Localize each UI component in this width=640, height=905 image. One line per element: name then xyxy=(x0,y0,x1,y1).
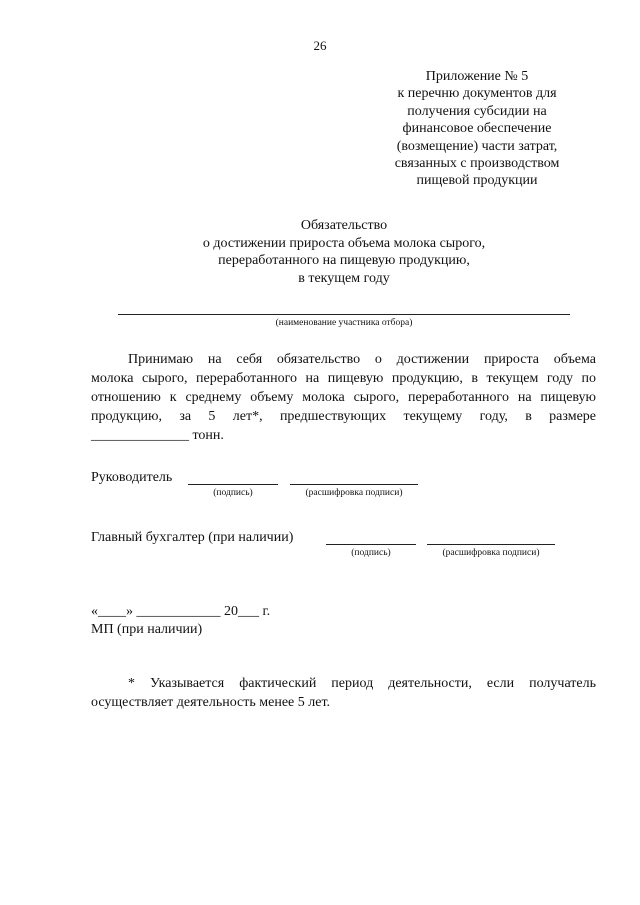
participant-caption: (наименование участника отбора) xyxy=(275,318,413,328)
head-name-caption: (расшифровка подписи) xyxy=(305,488,403,498)
head-signature-line[interactable] xyxy=(188,484,278,485)
appendix-line: финансовое обеспечение xyxy=(402,121,552,137)
head-name-line[interactable] xyxy=(290,484,418,485)
paragraph-line: продукцию, за 5 лет*, предшествующих текущему году, в размере xyxy=(91,409,596,424)
accountant-signature-caption: (подпись) xyxy=(351,548,391,558)
head-signature-caption: (подпись) xyxy=(213,488,253,498)
title-line: переработанного на пищевую продукцию, xyxy=(218,253,470,269)
paragraph-line: отношению к среднему объему молока сырого, переработанного на пищевую xyxy=(91,390,596,405)
accountant-name-caption: (расшифровка подписи) xyxy=(442,548,540,558)
appendix-line: к перечню документов для xyxy=(397,86,557,102)
appendix-line: Приложение № 5 xyxy=(425,69,529,84)
date-line[interactable]: «____» ____________ 20___ г. xyxy=(91,604,271,619)
title-line: в текущем году xyxy=(298,270,390,286)
title-line: о достижении прироста объема молока сырого, xyxy=(202,235,486,251)
paragraph-line: молока сырого, переработанного на пищевую продукцию, в текущем году по xyxy=(91,371,596,386)
accountant-name-line[interactable] xyxy=(427,544,555,545)
appendix-header xyxy=(360,68,594,190)
footnote xyxy=(91,674,596,712)
stamp-line: МП (при наличии) xyxy=(91,622,203,637)
paragraph-line xyxy=(91,426,596,445)
footnote-line: осуществляет деятельность менее 5 лет. xyxy=(91,695,331,710)
title-line: Обязательство xyxy=(300,218,388,233)
document-title xyxy=(120,217,568,287)
tonnage-unit: тонн. xyxy=(192,428,224,443)
appendix-line: (возмещение) части затрат, xyxy=(396,138,558,154)
appendix-line: пищевой продукции xyxy=(416,173,538,189)
footnote-line: * Указывается фактический период деятельности, если получатель xyxy=(128,676,596,691)
appendix-line: получения субсидии на xyxy=(407,103,547,119)
appendix-line: связанных с производством xyxy=(394,156,560,172)
page-number: 26 xyxy=(313,38,327,53)
head-label: Руководитель xyxy=(91,470,173,485)
obligation-paragraph xyxy=(91,350,596,445)
accountant-signature-line[interactable] xyxy=(326,544,416,545)
paragraph-line: Принимаю на себя обязательство о достижении прироста объема xyxy=(128,352,596,367)
participant-name-line[interactable] xyxy=(118,314,570,315)
accountant-label: Главный бухгалтер (при наличии) xyxy=(91,530,294,545)
tonnage-blank[interactable]: ______________ xyxy=(91,428,189,443)
